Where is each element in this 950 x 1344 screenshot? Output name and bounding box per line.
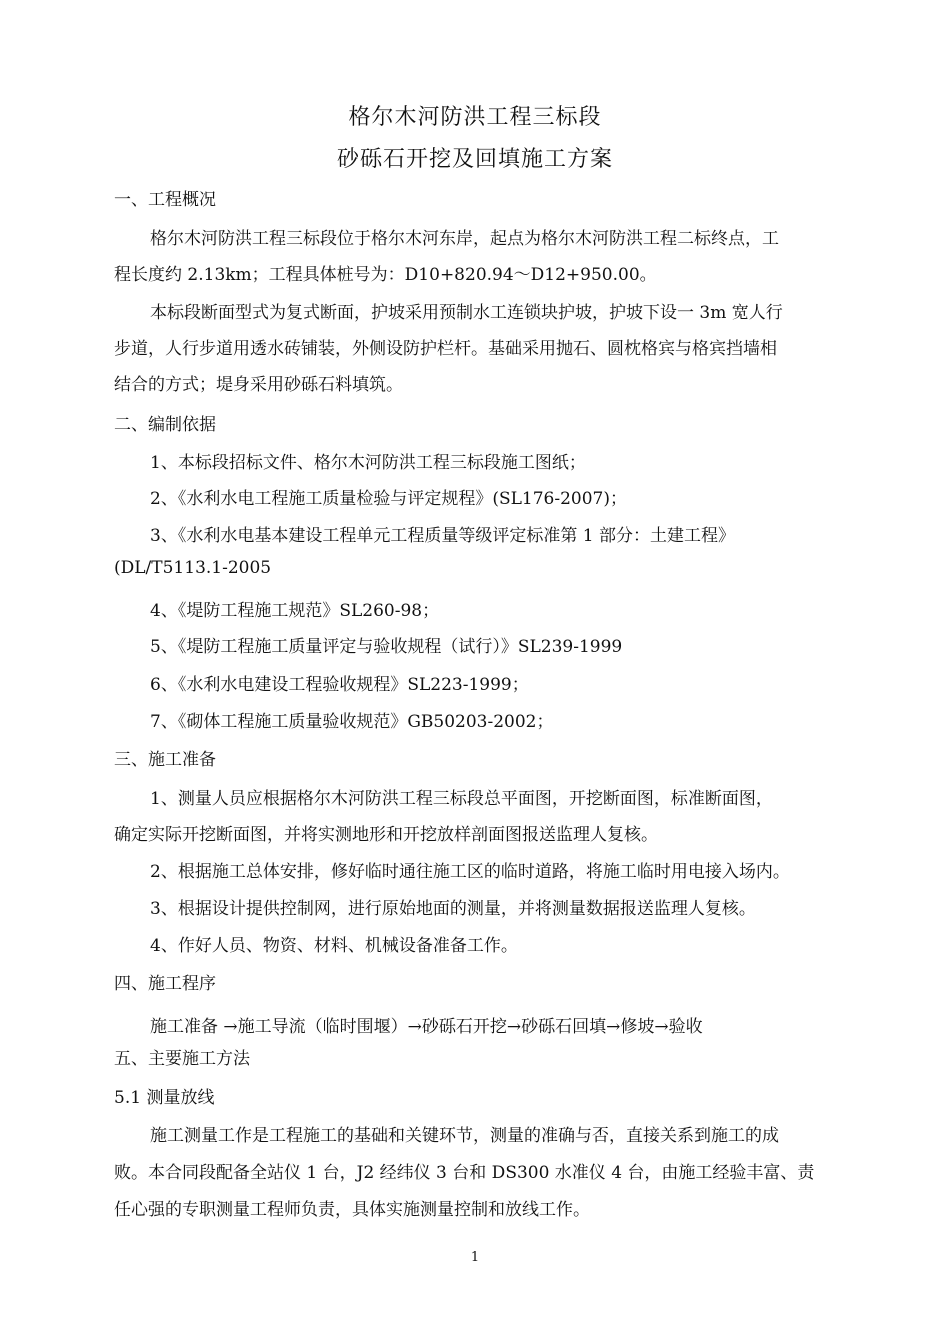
- paragraph-line: 结合的方式；堤身采用砂砾石料填筑。: [114, 375, 403, 395]
- list-item: 3、根据设计提供控制网，进行原始地面的测量，并将测量数据报送监理人复核。: [150, 899, 756, 919]
- subsection-heading-survey: 5.1 测量放线: [114, 1088, 215, 1108]
- doc-title-line1: 格尔木河防洪工程三标段: [348, 105, 602, 130]
- list-item: 3、《水利水电基本建设工程单元工程质量等级评定标准第 1 部分：土建工程》: [150, 526, 735, 546]
- doc-title-line2: 砂砾石开挖及回填施工方案: [336, 147, 613, 172]
- paragraph-line: 步道，人行步道用透水砖铺装，外侧设防护栏杆。基础采用抛石、圆枕格宾与格宾挡墙相: [114, 339, 777, 359]
- list-item: 1、本标段招标文件、格尔木河防洪工程三标段施工图纸；: [150, 453, 586, 473]
- paragraph-line: 任心强的专职测量工程师负责，具体实施测量控制和放线工作。: [114, 1200, 590, 1220]
- list-item: 7、《砌体工程施工质量验收规范》GB50203-2002；: [150, 712, 554, 732]
- list-item: 2、《水利水电工程施工质量检验与评定规程》(SL176-2007)；: [150, 489, 627, 509]
- list-item: 4、作好人员、物资、材料、机械设备准备工作。: [150, 936, 518, 956]
- section-heading-basis: 二、编制依据: [114, 415, 216, 435]
- list-item-continuation: 确定实际开挖断面图，并将实测地形和开挖放样剖面图报送监理人复核。: [114, 825, 658, 845]
- list-item: 4、《堤防工程施工规范》SL260-98；: [150, 601, 440, 621]
- section-heading-procedure: 四、施工程序: [114, 974, 216, 994]
- list-item-continuation: (DL/T5113.1-2005: [114, 558, 272, 578]
- section-heading-preparation: 三、施工准备: [114, 750, 216, 770]
- section-heading-overview: 一、工程概况: [114, 190, 216, 210]
- list-item: 6、《水利水电建设工程验收规程》SL223-1999；: [150, 675, 529, 695]
- paragraph-line: 格尔木河防洪工程三标段位于格尔木河东岸，起点为格尔木河防洪工程二标终点，工: [150, 229, 779, 249]
- page-number: 1: [470, 1250, 480, 1265]
- paragraph-line: 败。本合同段配备全站仪 1 台，J2 经纬仪 3 台和 DS300 水准仪 4 台，由施工经验丰富、责: [114, 1163, 815, 1183]
- paragraph-line: 施工测量工作是工程施工的基础和关键环节，测量的准确与否，直接关系到施工的成: [150, 1126, 779, 1146]
- list-item: 2、根据施工总体安排，修好临时通往施工区的临时道路，将施工临时用电接入场内。: [150, 862, 790, 882]
- list-item: 5、《堤防工程施工质量评定与验收规程（试行）》SL239-1999: [150, 637, 623, 657]
- procedure-flow: 施工准备 →施工导流（临时围堰）→砂砾石开挖→砂砾石回填→修坡→验收: [150, 1017, 703, 1037]
- paragraph-line: 程长度约 2.13km；工程具体桩号为：D10+820.94～D12+950.00。: [114, 265, 657, 285]
- list-item: 1、测量人员应根据格尔木河防洪工程三标段总平面图，开挖断面图，标准断面图，: [150, 789, 773, 809]
- section-heading-methods: 五、主要施工方法: [114, 1049, 250, 1069]
- paragraph-line: 本标段断面型式为复式断面，护坡采用预制水工连锁块护坡，护坡下设一 3m 宽人行: [150, 303, 783, 323]
